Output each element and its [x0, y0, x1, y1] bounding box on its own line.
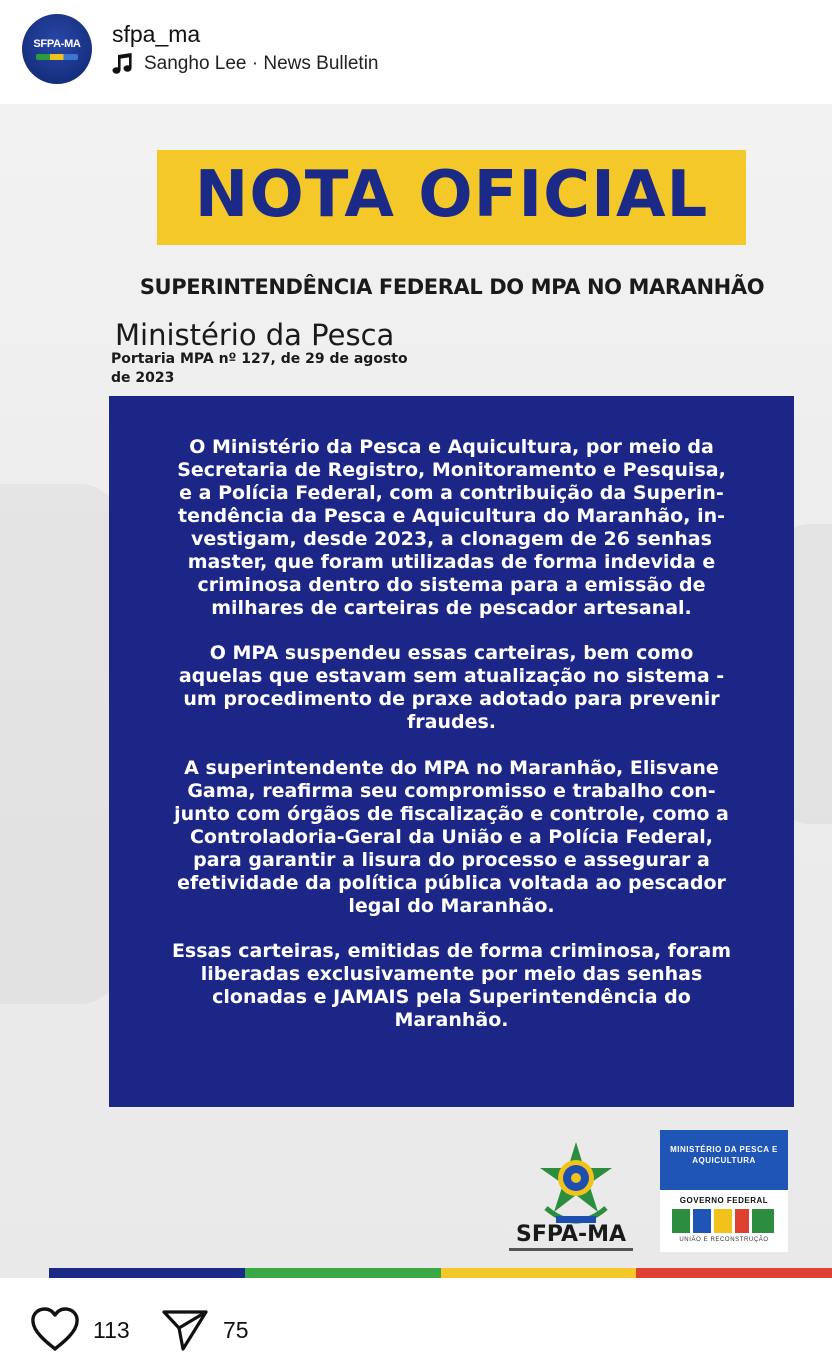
subtitle: SUPERINTENDÊNCIA FEDERAL DO MPA NO MARANHÃO — [139, 275, 765, 299]
sfpa-caption-line — [509, 1248, 633, 1251]
brasil-logo-icon — [672, 1207, 776, 1235]
sfpa-ma-label: SFPA-MA — [515, 1222, 627, 1247]
background-shape — [0, 484, 120, 1004]
avatar-text: SFPA-MA — [33, 38, 81, 50]
stripe-red — [636, 1268, 832, 1278]
avatar-stripe — [36, 54, 78, 60]
heart-icon[interactable] — [30, 1306, 80, 1352]
government-logo-card — [660, 1130, 788, 1252]
statement-paragraph-4: Essas carteiras, emitidas de forma criminosa, foram liberadas exclusivamente por meio das senhas clonadas e JAMAIS pela Superintendência do Maranhão. — [171, 940, 732, 1031]
statement-box — [109, 396, 794, 1107]
avatar[interactable] — [22, 14, 92, 84]
post-actions — [0, 1278, 832, 1369]
government-label: GOVERNO FEDERAL — [679, 1196, 769, 1205]
statement-paragraph-1: O Ministério da Pesca e Aquicultura, por meio da Secretaria de Registro, Monitoramento e Pesquisa, e a Polícia Federal, com a contribuição da Superin-tendência da Pesca e Aquicultura do Maranhão, in-vestigam, desde 2023, a clonagem de 26 senhas master, que foram utilizadas de forma indevida e criminosa dentro do sistema para a emissão de milhares de carteiras de pescador artesanal. — [177, 436, 726, 619]
post-image[interactable] — [0, 104, 832, 1278]
post-header — [0, 0, 832, 104]
portaria-text: Portaria MPA nº 127, de 29 de agosto de 2023 — [111, 351, 408, 386]
ministry-logo-block — [660, 1130, 788, 1190]
share-icon[interactable] — [161, 1308, 209, 1352]
music-note-icon — [112, 53, 134, 75]
music-label: Sangho Lee · News Bulletin — [144, 53, 379, 74]
slogan: UNIÃO E RECONSTRUÇÃO — [679, 1237, 769, 1243]
share-count: 75 — [223, 1317, 249, 1343]
ministry-logo-text: MINISTÉRIO DA PESCA E AQUICULTURA — [670, 1145, 778, 1165]
username[interactable]: sfpa_ma — [112, 21, 201, 47]
stripe-green — [245, 1268, 441, 1278]
statement-paragraph-3: A superintendente do MPA no Maranhão, Elisvane Gama, reafirma seu compromisso e trabalho con-junto com órgãos de fiscalização e controle, como a Controladoria-Geral da União e a Polícia Federal, para garantir a lisura do processo e assegurar a efetividade da política pública voltada ao pescador legal do Maranhão. — [174, 757, 729, 917]
statement-paragraph-2: O MPA suspendeu essas carteiras, bem como aquelas que estavam sem atualização no sistema - um procedimento de praxe adotado para prevenir fraudes. — [178, 642, 725, 733]
color-stripe — [49, 1268, 832, 1278]
stripe-navy — [49, 1268, 245, 1278]
banner-title: NOTA OFICIAL — [194, 158, 709, 232]
nota-oficial-banner — [157, 150, 746, 245]
like-count: 113 — [93, 1317, 130, 1343]
music-info[interactable] — [112, 53, 378, 75]
ministry-heading: Ministério da Pesca — [115, 318, 395, 352]
stripe-yellow — [441, 1268, 637, 1278]
